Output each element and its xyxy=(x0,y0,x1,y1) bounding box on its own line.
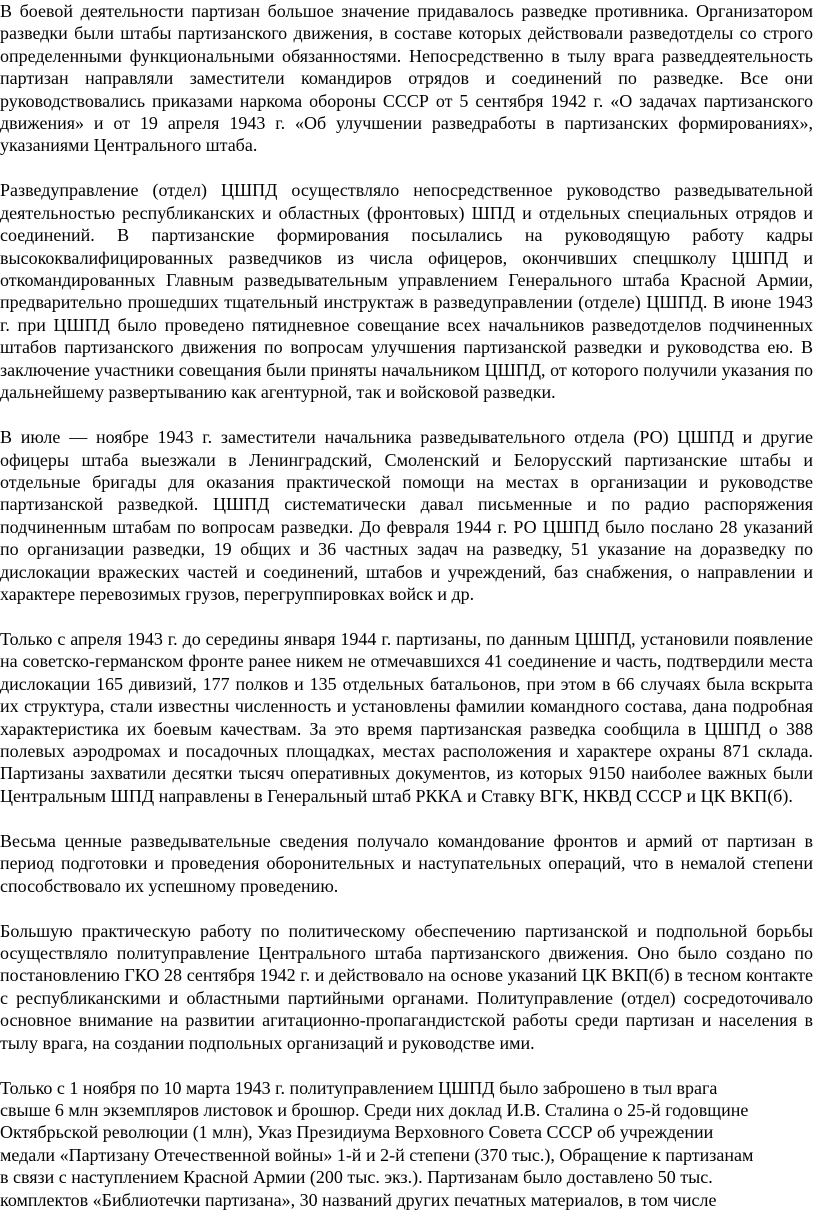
paragraph-5: Весьма ценные разведывательные сведения получало командование фронтов и армий от партизан в период подготовки и проведения оборонительных и наступательных операций, что в немалой степени способствовало их успешному проведению. xyxy=(0,830,813,896)
paragraph-gap xyxy=(0,404,813,427)
paragraph-4: Только с апреля 1943 г. до середины января 1944 г. партизаны, по данным ЦШПД, установили появление на советско-германском фронте ранее никем не отмечавшихся 41 соединение и часть, подтвердили места дислокации 165 дивизий, 177 полков и 135 отдельных батальонов, при этом в 66 случаях была вскрыта их структура, стали известны численность и установлены фамилии командного состава, дана подробная характеристика их боевым качествам. За это время партизанская разведка сообщила в ЦШПД о 388 полевых аэродромах и посадочных площадках, местах расположения и характере охраны 871 склада. Партизаны захватили десятки тысяч оперативных документов, из которых 9150 наиболее важных были Центральным ШПД направлены в Генеральный штаб РККА и Ставку ВГК, НКВД СССР и ЦК ВКП(б). xyxy=(0,628,813,806)
paragraph-gap xyxy=(0,897,813,920)
paragraph-gap xyxy=(0,157,813,180)
paragraph-7-line: комплектов «Библиотечки партизана», 30 названий других печатных материалов, в том числе xyxy=(0,1189,717,1210)
paragraph-3: В июле — ноябре 1943 г. заместители начальника разведывательного отдела (РО) ЦШПД и другие офицеры штаба выезжали в Ленинградский, Смоленский и Белорусский партизанские штабы и отдельные бригады для оказания практической помощи на местах в организации и руководстве партизанской разведкой. ЦШПД систематически давал письменные и по радио распоряжения подчиненным штабам по вопросам разведки. До февраля 1944 г. РО ЦШПД было послано 28 указаний по организации разведки, 19 общих и 36 частных задач на разведку, 51 указание на доразведку по дислокации вражеских частей и соединений, штабов и учреждений, баз снабжения, о направлении и характере перевозимых грузов, перегруппировках войск и др. xyxy=(0,427,813,604)
paragraph-gap xyxy=(0,605,813,628)
paragraph-7-line: Октябрьской революции (1 млн), Указ Президиума Верховного Совета СССР об учреждении xyxy=(0,1122,714,1143)
paragraph-7-line: Только с 1 ноября по 10 марта 1943 г. политуправлением ЦШПД было заброшено в тыл врага xyxy=(0,1077,718,1098)
paragraph-2: Разведуправление (отдел) ЦШПД осуществляло непосредственное руководство разведывательной деятельностью республиканских и областных (фронтовых) ШПД и отдельных специальных отрядов и соединений. В партизанские формирования посылались на руководящую работу кадры высококвалифицированных разведчиков из числа офицеров, окончивших спецшколу ЦШПД и откомандированных Главным разведывательным управлением Генерального штаба Красной Армии, предварительно прошедших тщательный инструктаж в разведуправлении (отделе) ЦШПД. В июне 1943 г. при ЦШПД было проведено пятидневное совещание всех начальников разведотделов подчиненных штабов партизанского движения по вопросам улучшения партизанской разведки и руководства ею. В заключение участники совещания были приняты начальником ЦШПД, от которого получили указания по дальнейшему развертыванию как агентурной, так и войсковой разведки. xyxy=(0,180,813,403)
paragraph-gap xyxy=(0,1054,813,1077)
paragraph-7-line: медали «Партизану Отечественной войны» 1-й и 2-й степени (370 тыс.), Обращение к партизанам xyxy=(0,1144,754,1165)
paragraph-7 xyxy=(0,1077,813,1211)
paragraph-6: Большую практическую работу по политическому обеспечению партизанской и подпольной борьбы осуществляло политуправление Центрального штаба партизанского движения. Оно было создано по постановлению ГКО 28 сентября 1942 г. и действовало на основе указаний ЦК ВКП(б) в тесном контакте с республиканскими и областными партийными органами. Политуправление (отдел) сосредоточивало основное внимание на развитии агитационно-пропагандистской работы среди партизан и населения в тылу врага, на создании подпольных организаций и руководстве ими. xyxy=(0,920,813,1053)
paragraph-gap xyxy=(0,807,813,830)
paragraph-7-line: свыше 6 млн экземпляров листовок и брошюр. Среди них доклад И.В. Сталина о 25-й годовщине xyxy=(0,1100,749,1121)
paragraph-1: В боевой деятельности партизан большое значение придавалось разведке противника. Организатором разведки были штабы партизанского движения, в составе которых действовали разведотделы со строго определенными функциональными обязанностями. Непосредственно в тылу врага разведдеятельность партизан направляли заместители командиров отрядов и соединений по разведке. Все они руководствовались приказами наркома обороны СССР от 5 сентября 1942 г. «О задачах партизанского движения» и от 19 апреля 1943 г. «Об улучшении разведработы в партизанских формированиях», указаниями Центрального штаба. xyxy=(0,1,813,156)
paragraph-7-line: в связи с наступлением Красной Армии (200 тыс. экз.). Партизанам было доставлено 50 тыс. xyxy=(0,1167,713,1188)
